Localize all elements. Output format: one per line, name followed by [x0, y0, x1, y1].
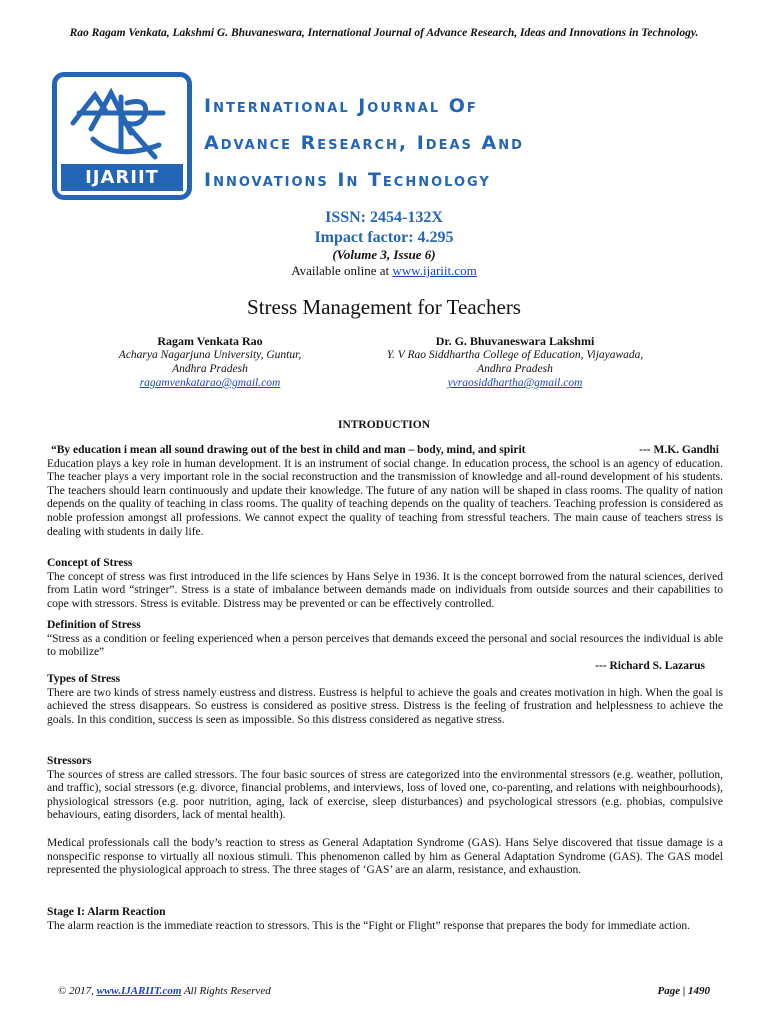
logo-wordmark: IJARIIT — [61, 164, 183, 191]
section-heading: Stressors — [47, 755, 92, 767]
footer-website-link[interactable]: www.IJARIIT.com — [96, 985, 182, 997]
section-heading: Definition of Stress — [47, 619, 141, 631]
section-paragraph: There are two kinds of stress namely eustress and distress. Eustress is helpful to achieve the goals and creates motivation in high. When the goal is achieved the stress disappears. So eustress is considered as positive stress. Distress is the feeling of frustration and helplessness to achieve the goals. In this condition, success is seen as impossible. So this distress considered as negative stress. — [47, 686, 723, 726]
journal-logo — [52, 72, 192, 200]
running-head: Rao Ragam Venkata, Lakshmi G. Bhuvaneswara, International Journal of Advance Research, Ideas and Innovations in Technology. — [69, 27, 699, 39]
definition-section — [47, 619, 723, 673]
author-name: Dr. G. Bhuvaneswara Lakshmi — [435, 334, 595, 348]
definition-quote — [47, 633, 723, 660]
author-affiliation: Andhra Pradesh — [477, 363, 553, 375]
stressors-section — [47, 755, 723, 823]
section-paragraph: Medical professionals call the body’s reaction to stress as General Adaptation Syndrome (GAS). Hans Selye discovered that tissue damage is a nonspecific response to virtually all noxious stimuli. This phenomenon called by him as General Adaptation Syndrome (GAS). The GAS model represented the physiological approach to stress. The three stages of ‘GAS’ are an alarm, resistance, and exhaustion. — [47, 837, 723, 877]
author-affiliation: Acharya Nagarjuna University, Guntur, — [118, 349, 302, 361]
journal-website-link[interactable]: www.ijariit.com — [392, 263, 477, 278]
epigraph-author: --- M.K. Gandhi — [639, 444, 719, 456]
section-heading: Concept of Stress — [47, 557, 133, 569]
page-number: Page | 1490 — [657, 985, 710, 997]
author-affiliation: Y. V Rao Siddhartha College of Education, Vijayawada, — [386, 349, 644, 361]
definition-attribution — [47, 660, 723, 674]
author-block — [90, 334, 330, 390]
section-heading: Types of Stress — [47, 673, 121, 685]
epigraph-text: “By education i mean all sound drawing out of the best in child and man – body, mind, and spirit — [51, 444, 526, 456]
paper-title: Stress Management for Teachers — [247, 295, 521, 319]
section-paragraph: The alarm reaction is the immediate reaction to stressors. This is the “Fight or Flight” response that prepares the body for immediate action. — [47, 919, 690, 932]
journal-name-line: Innovations In Technology — [204, 169, 491, 191]
section-heading: Stage I: Alarm Reaction — [47, 906, 166, 918]
journal-name-line: Advance Research, Ideas And — [204, 132, 524, 154]
gas-section — [47, 837, 723, 878]
definition-text: “Stress as a condition or feeling experienced when a person perceives that demands exceed the personal and social resources the individual is able to mobilize” — [47, 632, 723, 659]
concept-section — [47, 557, 723, 611]
introduction-paragraph: Education plays a key role in human development. It is an instrument of social change. In education process, the school is an agency of education. The teacher plays a very important role in the social reconstruction and the transmission of knowledge and all-round development of his students. The teachers should learn continuously and update their knowledge. The future of any nation will be shaped in class rooms. The quality of nation depends on the quality of teaching in class rooms. The quality of teaching depends on the quality of teachers. Teaching profession is considered as noble profession amongst all professions. We cannot expect the quality of teaching from stressful teachers. The main cause of teachers stress is dealing with students in daily life. — [47, 457, 723, 538]
author-email-link[interactable]: yvraosiddhartha@gmail.com — [447, 377, 583, 389]
author-name: Ragam Venkata Rao — [157, 334, 263, 348]
section-paragraph: The concept of stress was first introduced in the life sciences by Hans Selye in 1936. It is the concept borrowed from the natural sciences, derived from Latin word “stringer”. Stress is a state of imbalance between demands made on individuals from outside sources and their capabilities to cope with stressors. Stress is evitable. Distress may be prevented or can be effectively controlled. — [47, 570, 723, 610]
author-email-link[interactable]: ragamvenkatarao@gmail.com — [139, 377, 281, 389]
introduction-section — [47, 444, 723, 539]
epigraph — [47, 444, 723, 458]
definition-author: --- Richard S. Lazarus — [595, 659, 705, 672]
section-paragraph: The sources of stress are called stressors. The four basic sources of stress are categorized into the environmental stressors (e.g. weather, pollution, and traffic), social stressors (e.g. divorce, financial problems, and interviews, loss of loved one, co-parenting, and relations with neighbourhoods), physiological stressors (e.g. poor nutrition, aging, lack of exercise, sleep disturbances) and psychological stressors (e.g. phobias, compulsive behaviours, eating disorders, lack of mental health). — [47, 768, 723, 822]
author-affiliation: Andhra Pradesh — [172, 363, 248, 375]
issn: ISSN: 2454-132X — [325, 209, 443, 226]
footer-copyright — [58, 985, 271, 997]
volume-issue: (Volume 3, Issue 6) — [332, 247, 436, 262]
available-label: Available online at — [291, 263, 393, 278]
available-online — [0, 263, 768, 279]
copyright-suffix: All Rights Reserved — [181, 985, 271, 997]
impact-factor: Impact factor: 4.295 — [314, 229, 454, 246]
logo-emblem-icon — [63, 83, 181, 167]
stage1-section — [47, 906, 723, 933]
copyright-prefix: © 2017, — [58, 985, 97, 997]
author-block — [350, 334, 680, 390]
introduction-heading: INTRODUCTION — [337, 419, 430, 431]
journal-name-line: International Journal Of — [204, 95, 478, 117]
journal-name — [204, 88, 704, 199]
types-section — [47, 673, 723, 727]
